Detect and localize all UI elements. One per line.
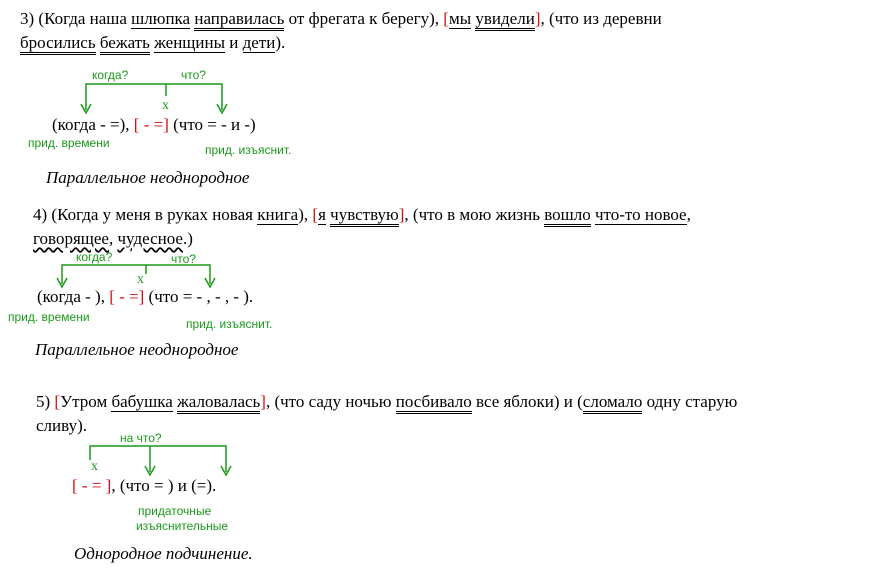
text: от фрегата к берегу),: [284, 9, 444, 28]
bracket-close: ]: [398, 205, 405, 224]
predicate: бросились: [20, 33, 96, 55]
text: , (что саду ночью: [265, 392, 396, 411]
s5-question: на что?: [120, 431, 162, 445]
s3-type: Параллельное неоднородное: [46, 168, 250, 187]
subject: что-то новое: [594, 205, 687, 224]
subject: я: [318, 205, 326, 224]
bracket-open: [: [312, 205, 319, 224]
s5-line2: сливу).: [36, 416, 87, 435]
subject: шлюпка: [131, 9, 191, 28]
text: ,: [686, 205, 691, 224]
bracket-close: ]: [260, 392, 266, 411]
subject: бабушка: [111, 392, 173, 411]
subject: книга: [257, 205, 299, 224]
s5-scheme: [72, 476, 216, 496]
text: ),: [298, 205, 313, 224]
text: Утром: [60, 392, 112, 411]
scheme-subordinate: , (что = ) и (=).: [111, 476, 217, 495]
predicate: чувствую: [330, 205, 399, 227]
s3-label-right: прид. изъяснит.: [205, 143, 292, 157]
predicate: жаловалась: [177, 392, 260, 414]
s5-bracket-line: [90, 446, 226, 472]
scheme-subordinate: (когда - =),: [52, 115, 134, 134]
scheme-main-clause: [ - =]: [109, 287, 145, 306]
subject: женщины: [154, 33, 225, 52]
predicate: направилась: [194, 9, 284, 31]
bracket-open: [: [443, 9, 449, 28]
s4-question-left: когда?: [76, 250, 113, 264]
s3-question-left: когда?: [92, 68, 129, 82]
text: , (что в мою жизнь: [404, 205, 545, 224]
predicate: посбивало: [396, 392, 472, 414]
scheme-main-clause: [ - = ]: [72, 476, 112, 495]
bracket-close: ]: [534, 9, 541, 28]
attribute: чудесное: [117, 229, 183, 248]
text: ).: [275, 33, 286, 52]
s4-label-right: прид. изъяснит.: [186, 317, 273, 331]
text: 4) (Когда у меня в руках новая: [33, 205, 258, 224]
s4-label-left: прид. времени: [8, 310, 90, 324]
s5-label-1: придаточные: [138, 504, 212, 518]
subject: мы: [448, 9, 472, 28]
s5-type: Однородное подчинение.: [74, 544, 253, 563]
text: ,: [108, 229, 118, 248]
s4-type: Параллельное неоднородное: [35, 340, 239, 359]
s3-x-mark: х: [162, 98, 169, 113]
s5-label-2: изъяснительные: [136, 519, 229, 533]
text: 5): [36, 392, 55, 411]
s4-question-right: что?: [171, 252, 196, 266]
predicate: бежать: [100, 33, 150, 55]
predicate: сломало: [583, 392, 643, 414]
s4-x-mark: х: [137, 272, 144, 287]
text: , (что из деревни: [540, 9, 662, 28]
bracket-open: [: [54, 392, 61, 411]
scheme-main-clause: [ - =]: [133, 115, 169, 134]
scheme-subordinate: (что = - и -): [168, 115, 256, 134]
scheme-subordinate: (что = - , - , - ).: [144, 287, 254, 306]
s5-x-mark: х: [91, 459, 98, 474]
text: .): [182, 229, 193, 248]
text: одну старую: [642, 392, 738, 411]
predicate: увидели: [475, 9, 534, 31]
predicate: вошло: [544, 205, 590, 227]
s3-question-right: что?: [181, 68, 206, 82]
s3-label-left: прид. времени: [28, 136, 110, 150]
attribute: говорящее: [33, 229, 109, 248]
text: и: [225, 33, 243, 52]
scheme-subordinate: (когда - ),: [37, 287, 110, 306]
text: 3) (Когда наша: [20, 9, 132, 28]
text: все яблоки) и (: [471, 392, 583, 411]
subject: дети: [242, 33, 276, 52]
